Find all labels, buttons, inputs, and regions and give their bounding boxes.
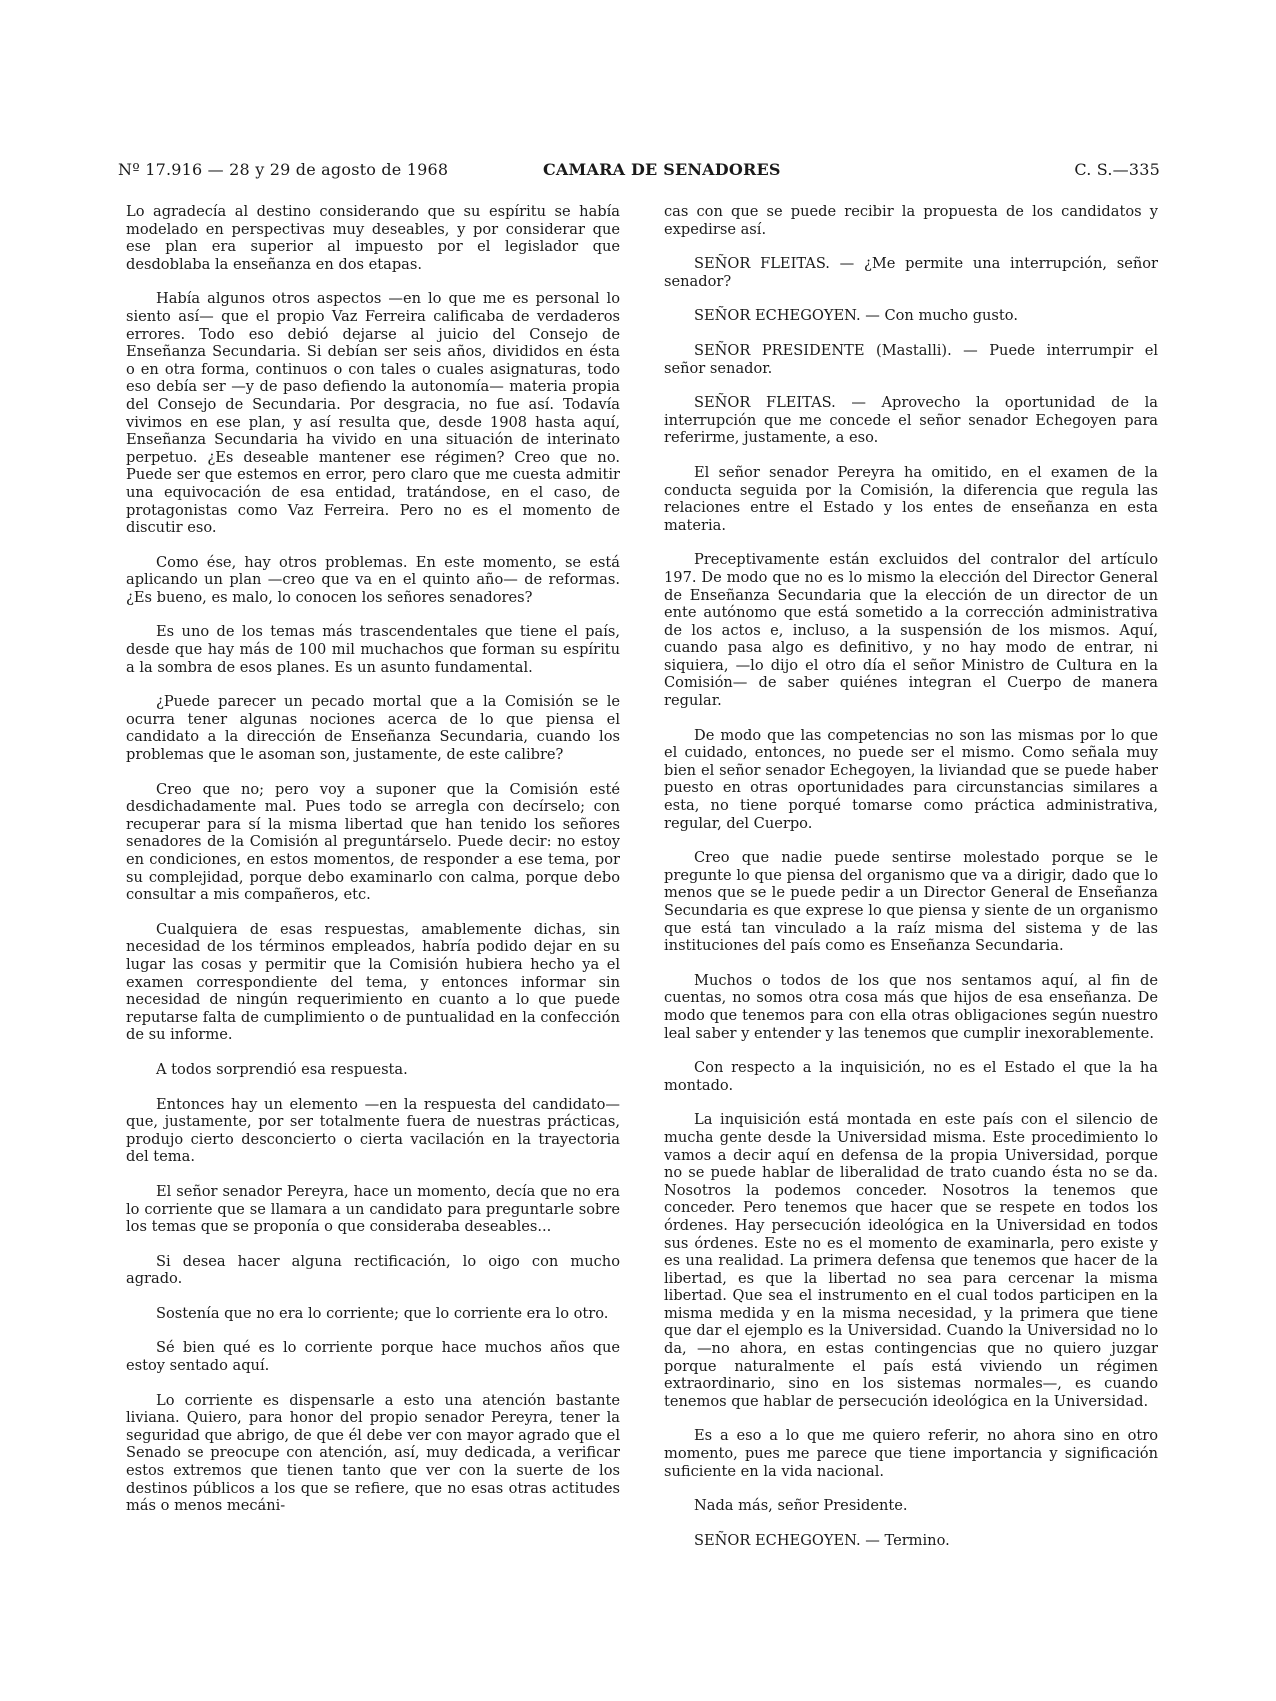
paragraph: Cualquiera de esas respuestas, amablemente dichas, sin necesidad de los términos empleados, habría podido dejar en su lugar las cosas y permitir que la Comisión hubiera hecho ya el examen correspondiente del tema, y entonces informar sin necesidad de ningún requerimiento en cuanto a lo que puede reputarse falta de cumplimiento o de puntualidad en la confección de su informe.	[126, 920, 620, 1044]
speaker-paragraph: SEÑOR ECHEGOYEN. — Termino.	[694, 1531, 950, 1549]
right-column	[664, 203, 1158, 1549]
paragraph: De modo que las competencias no son las mismas por lo que el cuidado, entonces, no puede ser el mismo. Como señala muy bien el señor senador Echegoyen, la liviandad que se puede haber puesto en otras oportunidades para circunstancias similares a esta, no tiene porqué tomarse como práctica administrativa, regular, del Cuerpo.	[664, 726, 1158, 832]
paragraph: Como ése, hay otros problemas. En este momento, se está aplicando un plan —creo que va en el quinto año— de reformas. ¿Es bueno, es malo, lo conocen los señores senadores?	[126, 553, 620, 606]
paragraph: Lo corriente es dispensarle a esto una atención bastante liviana. Quiero, para honor del propio senador Pereyra, tener la seguridad que abrigo, de que él debe ver con mayor agrado que el Senado se preocupe con atención, así, muy dedicada, a verificar estos extremos que tienen tanto que ver con la suerte de los destinos públicos a los que se refiere, que no esas otras actitudes más o menos mecáni-	[126, 1391, 620, 1515]
paragraph: Es uno de los temas más trascendentales que tiene el país, desde que hay más de 100 mil muchachos que forman su espíritu a la sombra de esos planes. Es un asunto fundamental.	[126, 623, 620, 676]
speaker-paragraph: SEÑOR ECHEGOYEN. — Con mucho gusto.	[694, 307, 1018, 325]
chamber-title: CAMARA DE SENADORES	[543, 160, 781, 179]
paragraph: Había algunos otros aspectos —en lo que me es personal lo siento así— que el propio Vaz Ferreira calificaba de verdaderos errores. Todo eso debió dejarse al juicio del Consejo de Enseñanza Secundaria. Si debían ser seis años, divididos en ésta o en otra forma, continuos o con tales o cuales asignaturas, todo eso debía ser —y de paso defiendo la autonomía— materia propia del Consejo de Secundaria. Por desgracia, no fue así. Todavía vivimos en ese plan, y así resulta que, desde 1908 hasta aquí, Enseñanza Secundaria ha vivido en una situación de interinato perpetuo. ¿Es deseable mantener ese régimen? Creo que no. Puede ser que estemos en error, pero claro que me cuesta admitir una equivocación de esa entidad, tratándose, en el caso, de protagonistas como Vaz Ferreira. Pero no es el momento de discutir eso.	[126, 290, 620, 537]
left-column	[126, 203, 620, 1515]
paragraph: Sostenía que no era lo corriente; que lo corriente era lo otro.	[156, 1304, 609, 1322]
paragraph: Nada más, señor Presidente.	[694, 1497, 908, 1515]
paragraph: Creo que no; pero voy a suponer que la Comisión esté desdichadamente mal. Pues todo se arregla con decírselo; con recuperar para sí la misma libertad que han tenido los señores senadores de la Comisión al preguntárselo. Puede decir: no estoy en condiciones, en estos momentos, de responder a ese tema, por su complejidad, porque debo examinarlo con calma, porque debo consultar a mis compañeros, etc.	[126, 780, 620, 904]
speaker-paragraph: SEÑOR FLEITAS. — ¿Me permite una interrupción, señor senador?	[664, 255, 1158, 290]
paragraph: ¿Puede parecer un pecado mortal que a la Comisión se le ocurra tener algunas nociones acerca de lo que piensa el candidato a la dirección de Enseñanza Secundaria, cuando los problemas que le asoman son, justamente, de este calibre?	[126, 693, 620, 764]
paragraph: Sé bien qué es lo corriente porque hace muchos años que estoy sentado aquí.	[126, 1339, 620, 1375]
paragraph: La inquisición está montada en este país con el silencio de mucha gente desde la Universidad misma. Este procedimiento lo vamos a decir aquí en defensa de la propia Universidad, porque no se puede hablar de liberalidad de trato cuando ésta no se da. Nosotros la podemos conceder. Nosotros la tenemos que conceder. Pero tenemos que hacer que se respete en todos los órdenes. Hay persecución ideológica en la Universidad en todos sus órdenes. Este no es el momento de examinarla, pero existe y es una realidad. La primera defensa que tenemos que hacer de la libertad, es que la libertad no sea para cercenar la misma libertad. Que sea el instrumento en el cual todos participen en la misma medida y en la misma necesidad, y la primera que tiene que dar el ejemplo es la Universidad. Cuando la Universidad no lo da, —no ahora, en estas contingencias que no quiero juzgar porque naturalmente el país está viviendo un régimen extraordinario, sino en los sistemas normales—, es cuando tenemos que hablar de persecución ideológica en la Universidad.	[664, 1111, 1158, 1410]
speaker-paragraph: SEÑOR FLEITAS. — Aprovecho la oportunidad de la interrupción que me concede el señor senador Echegoyen para referirme, justamente, a eso.	[664, 394, 1158, 447]
speaker-paragraph: SEÑOR PRESIDENTE (Mastalli). — Puede interrumpir el señor senador.	[664, 341, 1158, 377]
issue-date: Nº 17.916 — 28 y 29 de agosto de 1968	[118, 160, 449, 179]
paragraph: El señor senador Pereyra, hace un momento, decía que no era lo corriente que se llamara a un candidato para preguntarle sobre los temas que se proponía o que consideraba deseables...	[126, 1182, 620, 1236]
page-number: C. S.—335	[1074, 160, 1160, 179]
paragraph: Con respecto a la inquisición, no es el Estado el que la ha montado.	[664, 1059, 1158, 1094]
paragraph: Entonces hay un elemento —en la respuesta del candidato— que, justamente, por ser totalmente fuera de nuestras prácticas, produjo cierto desconcierto o cierta vacilación en la trayectoria del tema.	[126, 1095, 620, 1166]
paragraph: Preceptivamente están excluidos del contralor del artículo 197. De modo que no es lo mismo la elección del Director General de Enseñanza Secundaria que la elección de un director de un ente autónomo que está sometido a la corrección administrativa de los actos e, incluso, a la suspensión de los mismos. Aquí, cuando pasa algo es definitivo, y no hay modo de entrar, ni siquiera, —lo dijo el otro día el señor Ministro de Cultura en la Comisión— de saber quiénes integran el Cuerpo de manera regular.	[664, 551, 1158, 710]
paragraph: El señor senador Pereyra ha omitido, en el examen de la conducta seguida por la Comisión, la diferencia que regula las relaciones entre el Estado y los entes de enseñanza en esta materia.	[664, 463, 1158, 534]
paragraph: Muchos o todos de los que nos sentamos aquí, al fin de cuentas, no somos otra cosa más que hijos de esa enseñanza. De modo que tenemos para con ella otras obligaciones según nuestro leal saber y entender y las tenemos que cumplir inexorablemente.	[664, 971, 1158, 1042]
paragraph: Lo agradecía al destino considerando que su espíritu se había modelado en perspectivas muy deseables, y por considerar que ese plan era superior al impuesto por el legislador que desdoblaba la enseñanza en dos etapas.	[126, 203, 620, 273]
paragraph: A todos sorprendió esa respuesta.	[156, 1060, 408, 1078]
paragraph: Creo que nadie puede sentirse molestado porque se le pregunte lo que piensa del organismo que va a dirigir, dado que lo menos que se le puede pedir a un Director General de Enseñanza Secundaria es que exprese lo que piensa y siente de un organismo que está tan vinculado a la raíz misma del sistema y de las instituciones del país como es Enseñanza Secundaria.	[664, 849, 1158, 955]
paragraph: cas con que se puede recibir la propuesta de los candidatos y expedirse así.	[664, 203, 1158, 238]
paragraph: Es a eso a lo que me quiero referir, no ahora sino en otro momento, pues me parece que tiene importancia y significación suficiente en la vida nacional.	[664, 1427, 1158, 1480]
paragraph: Si desea hacer alguna rectificación, lo oigo con mucho agrado.	[126, 1252, 620, 1288]
page-header	[118, 160, 1160, 186]
